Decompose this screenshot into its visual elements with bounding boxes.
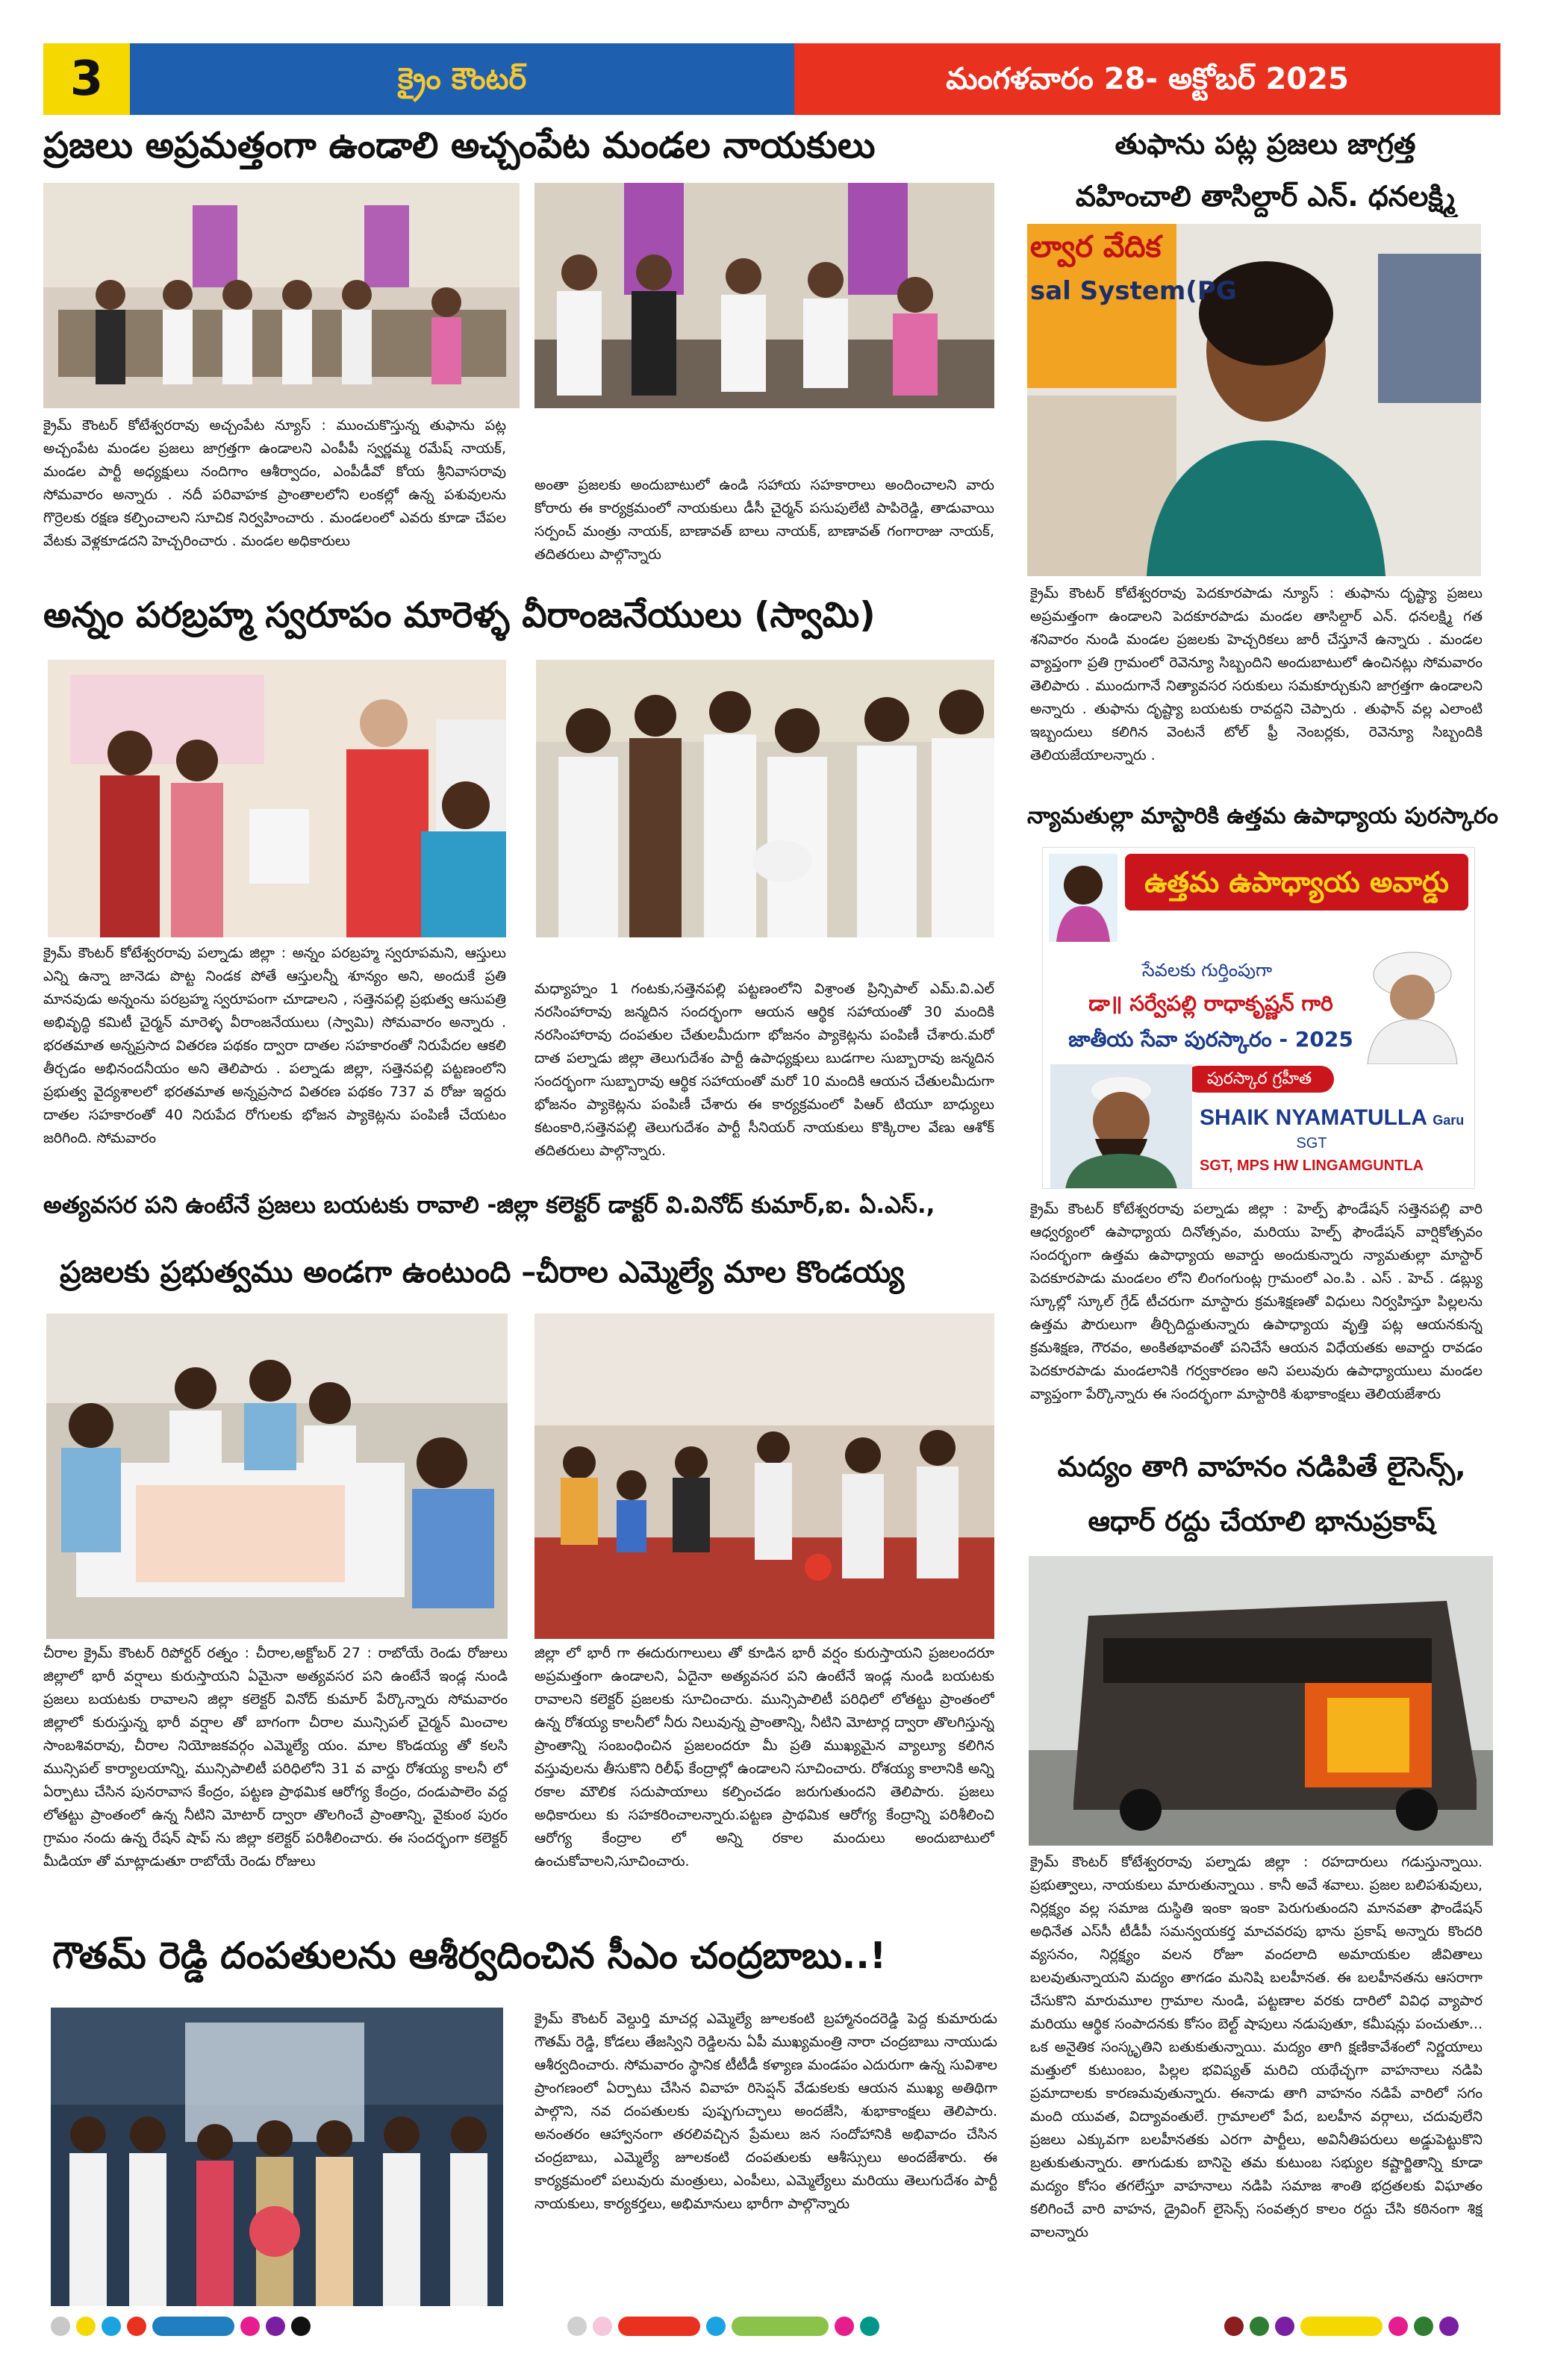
article-5-photo-left: [46, 1314, 508, 1639]
footer-color-bar-middle: [567, 2317, 879, 2336]
article-3-photo-right: [536, 660, 994, 937]
award-poster: [1042, 847, 1475, 1189]
radhakrishnan-portrait: [1356, 937, 1468, 1064]
photo-banner-text-2: sal System(PG: [1030, 276, 1237, 306]
footer-dot: [593, 2317, 612, 2336]
footer-dot: [1388, 2317, 1408, 2336]
footer-dot: [266, 2317, 285, 2336]
footer-dot: [51, 2317, 70, 2336]
footer-dot: [1439, 2317, 1459, 2336]
article-3-body-right: మధ్యాహ్నం 1 గంటకు,సత్తెనపల్లి పట్టణంలోని విశ్రాంత ప్రిన్సిపాల్ ఎమ్.వి.ఎల్ నరసింహారావు జన్మదిన సందర్భంగా ఆయన ఆర్థిక సహాయంతో 30 మందికి నరసింహారావు దంపతుల చేతులమీదుగా భోజనం ప్యాకెట్లను పంపిణీ చేశారు.మరో దాత పల్నాడు జిల్లా తెలుగుదేశం పార్టీ ఉపాధ్యక్షులు బుడగాల సుబ్బారావు జన్మదిన సందర్భంగా సుబ్బారావు ఆర్థిక సహాయంతో మరో 10 మందికి ఆయన చేతులమీదుగా భోజనం ప్యాకెట్లను పంపిణీ చేశారు ఈ కార్యక్రమంలో పిఆర్ టియూ బాధ్యులు కటంకారి,సత్తెనపల్లి తెలుగుదేశం పార్టీ సీనియర్ నాయకులు కొక్కిరాల వేణు ఆశోక్ తదితరులు పాల్గొన్నారు.: [534, 981, 994, 1159]
page-number: 3: [43, 43, 130, 115]
article-2-headline-2: వహించాలి తాసిల్దార్ ఎన్. ధనలక్ష్మి: [1075, 180, 1456, 213]
footer-color-bar-left: [51, 2317, 311, 2336]
article-6-body: క్రైమ్ కౌంటర్ కోటేశ్వరరావు పల్నాడు జిల్లా : రహదారులు గడుస్తున్నాయి. ప్రభుత్వాలు, నాయకులు మారుతున్నాయి . కానీ అవే శవాలు. ప్రజల బలిపశువులు, నిర్లక్ష్యం వల్ల సమాజ దుస్థితి ఇంకా ఇంకా పెరుగుతుందని మానవతా ఫౌండేషన్ అధినేత ఎస్‌సీ టీడీపీ సమన్వయకర్త మాచవరపు భాను ప్రకాష్ అన్నారు కొందరి వ్యసనం, నిర్లక్ష్యం వలన రోజూ వందలాది అమాయకుల జీవితాలు బలవుతున్నాయని మద్యం తాగడం మనిషి బలహీనత. ఈ బలహీనతను ఆసరాగా చేసుకొని మారుమూల గ్రామాల నుండి, పట్టణాల వరకు దారిలో వివిధ వ్యాపార మరియు ఆర్థిక సంపాదనకు కోసం బెల్ట్ షాపులు నడుపుతూ, కమీషన్లు పంచుతూ... ఒక అనైతిక సంస్కృతిని బతుకుతున్నాయి. మద్యం తాగి క్షణికావేశంలో నిర్ణయాలు మత్తులో కుటుంబం, పిల్లల భవిష్యత్ మరిచి యథేచ్ఛగా వాహనాలు నడిపి ప్రమాదాలకు కారణమవుతున్నారు. ఈనాడు తాగి వాహనం నడిపే వారిలో సగం మంది యువత, విద్యావంతులే. గ్రామాలలో పేద, బలహీన వర్గాలు, చదువులేని ప్రజలు ఎక్కువగా బలహీనతకు ఎరగా పార్టీలు, అవినీతిపరులు అడ్డుపెట్టుకొని బ్రతుకుతున్నారు. తాగుడుకు బానిసై తమ కుటుంబ సభ్యుల కష్టార్జితాన్ని కూడా మద్యం కోసం తగలేస్తూ వాహనాలు నడిపి సమాజ శాంతి భద్రతలకు విఘాతం కలిగించే వారి వాహన, డ్రైవింగ్ లైసెన్స్ సంవత్సర కాలం రద్దు చేసి కఠినంగా శిక్ష వాలన్నారు: [1030, 1854, 1483, 2240]
footer-dot: [1224, 2317, 1244, 2336]
footer-dot: [76, 2317, 96, 2336]
teacher-photo: [1050, 1064, 1192, 1189]
footer-dot: [102, 2317, 121, 2336]
footer-dot: [835, 2317, 854, 2336]
footer-dot: [1250, 2317, 1269, 2336]
article-4-body: క్రైమ్ కౌంటర్ కోటేశ్వరరావు పల్నాడు జిల్లా : హెల్ప్ ఫౌండేషన్ సత్తెనపల్లి వారి ఆధ్వర్యంలో ఉపాధ్యాయ దినోత్సవం, మరియు హెల్ప్ ఫౌండేషన్ వార్షికోత్సవం సందర్భంగా ఉత్తమ ఉపాధ్యాయ అవార్డు అందుకున్నారు న్యామతుల్లా మాస్టార్ పెదకూరపాడు మండలం లోని లింగంగుంట్ల గ్రామంలో ఎం.పి . ఎస్ . హెచ్ . డబ్ల్యు స్కూల్లో స్కూల్ గ్రేడ్ టీచరుగా మాస్టారు క్రమశిక్షణతో విధులు నిర్వహిస్తూ పిల్లలను ఉత్తమ పౌరులుగా తీర్చిదిద్దుతున్నారు ఉపాధ్యాయ వృత్తి పట్ల ఆయనకున్న క్రమశిక్షణ, గౌరవం, అంకితభావంతో పనిచేసే ఆయన విధేయతకు అవార్డు రావడం పెదకూరపాడు మండలానికి గర్వకారణం అని పలువురు ఉపాధ్యాయులు మండల వ్యాప్తంగా పేర్కొన్నారు ఈ సందర్భంగా మాస్టారికి శుభాకాంక్షలు తెలియజేశారు: [1030, 1201, 1483, 1402]
paper-name: క్రైం కౌంటర్: [130, 43, 794, 115]
footer-dot: [860, 2317, 879, 2336]
teacher-name: [1200, 1105, 1468, 1131]
award-name: డా॥ సర్వేపల్లి రాధాకృష్ణన్ గారి: [1088, 991, 1333, 1016]
article-3-headline: అన్నం పరబ్రహ్మ స్వరూపం మారెళ్ళ వీరాంజనేయులు (స్వామి): [43, 595, 876, 636]
article-7-headline: గౌతమ్ రెడ్డి దంపతులను ఆశీర్వదించిన సీఎం చంద్రబాబు..!: [52, 1934, 887, 1977]
footer-dot: [567, 2317, 587, 2336]
article-4-headline: న్యామతుల్లా మాస్టారికి ఉత్తమ ఉపాధ్యాయ పురస్కారం: [1027, 803, 1499, 829]
teacher-name-suffix: Garu: [1433, 1113, 1465, 1128]
article-2-headline: తుఫాను పట్ల ప్రజలు జాగ్రత్త: [1115, 128, 1416, 160]
award-line-1: సేవలకు గుర్తింపుగా: [1141, 960, 1273, 981]
article-5-headline: అత్యవసర పని ఉంటేనే ప్రజలు బయటకు రావాలి -జిల్లా కలెక్టర్ డాక్టర్ వి.వినోద్ కుమార్,ఐ. ఏ.ఎస్.,: [43, 1192, 935, 1219]
footer-color-bar-right: [1224, 2317, 1459, 2336]
award-line-2: జాతీయ సేవా పురస్కారం - 2025: [1068, 1027, 1353, 1052]
article-3-photo-left: [48, 660, 506, 937]
article-1-headline: ప్రజలు అప్రమత్తంగా ఉండాలి అచ్చంపేట మండల నాయకులు: [43, 125, 876, 166]
article-5-headline-2: ప్రజలకు ప్రభుత్వము అండగా ఉంటుంది –చీరాల ఎమ్మెల్యే మాల కొండయ్య: [60, 1255, 905, 1290]
footer-dot: [1414, 2317, 1433, 2336]
article-5-body-right: జిల్లా లో భారీ గా ఈదురుగాలులు తో కూడిన భారీ వర్షం కురుస్తాయని ప్రజలందరూ అప్రమత్తంగా ఉండాలని, ఏదైనా అత్యవసర పని ఉంటేనే ఇండ్ల నుండి బయటకు రావాలని కలెక్టర్ ప్రజలకు సూచించారు. మున్సిపాలిటీ పరిధిలో లోతట్టు ప్రాంతంలో ఉన్న రోశయ్య కాలనీలో నీరు నిలువున్న ప్రాంతాన్ని, నీటిని మోటార్ల ద్వారా తొలగిస్తున్న ప్రాంతాన్ని సంబంధించిన ప్రజలందరూ మీ ప్రతి ముఖ్యమైన వ్యాల్యూ కలిగిన వస్తువులను తీసుకొని రిలీఫ్ కేంద్రాల్లో ఉండాలని సూచించారు. రోశయ్య కాలానికి అన్ని రకాల మౌలిక సదుపాయాలు కల్పించడం జరుగుతుందని తెలిపారు. ప్రజలు అధికారులు కు సహకరించాలన్నారు.పట్టణ ప్రాథమిక ఆరోగ్య కేంద్రాన్ని పరిశీలించి ఆరోగ్య కేంద్రాల లో అన్ని రకాల మందులు అందుబాటులో ఉంచుకోవాలని,సూచించారు.: [534, 1645, 994, 1870]
article-3-body-left: క్రైమ్ కౌంటర్ కోటేశ్వరరావు పల్నాడు జిల్లా : అన్నం పరబ్రహ్మ స్వరూపమని, ఆస్తులు ఎన్ని ఉన్నా జానెడు పొట్ట నిండక పోతే ఆస్తులన్నీ శూన్యం అని, అందుకే ప్రతి మానవుడు అన్నంను పరబ్రహ్మ స్వరూపంగా చూడాలని , సత్తెనపల్లి ప్రభుత్వ ఆసుపత్రి అభివృద్ధి కమిటీ చైర్మన్ మారెళ్ళ వీరాంజనేయులు (స్వామి) సోమవారం అన్నారు . భరతమాత అన్నప్రసాద వితరణ పథకం ద్వారా దాతల సహకారంతో నిరుపేదల ఆకలి తీర్చడం అభినందనీయం అని తెలిపారు . పల్నాడు జిల్లా, సత్తెనపల్లి పట్టణంలోని ప్రభుత్వ వైద్యశాలలో భరతమాత అన్నప్రసాద వితరణ పథకం 737 వ రోజు ఇద్దరు దాతల సహకారంతో 40 నిరుపేద రోగులకు భోజన ప్యాకెట్లను పంపిణీ చేయటం జరిగింది. సోమవారం: [43, 945, 506, 1146]
photo-banner-text: ల్వార వేదిక: [1030, 230, 1162, 264]
award-small-portrait: [1049, 854, 1117, 942]
footer-dot: [706, 2317, 726, 2336]
footer-dot: [291, 2317, 311, 2336]
teacher-school: SGT, MPS HW LINGAMGUNTLA: [1200, 1158, 1424, 1174]
footer-pill: [152, 2317, 234, 2336]
article-5-body-left: చీరాల క్రైమ్ కౌంటర్ రిపోర్టర్ రత్నం : చీరాల,అక్టోబర్ 27 : రాబోయే రెండు రోజులు జిల్లాలో భారీ వర్షాలు కురుస్తాయని ఏమైనా అత్యవసర పని ఉంటేనే ఇండ్ల నుండి ప్రజలు బయటకు రావాలని జిల్లా కలెక్టర్ వినోద్ కుమార్ పేర్కొన్నారు సోమవారం జిల్లాలో కురుస్తున్న భారీ వర్షాల తో బాగంగా చీరాల మున్సిపల్ చైర్మన్ మించాల సాంబశివరావు, చీరాల నియోజకవర్గం ఎమ్మెల్యే యం. మాల కొండయ్య తో కలసి మున్సిపల్ కార్యాలయాన్ని, మున్సిపాలిటీ పరిధిలోని 31 వ వార్డు రోశయ్య కాలనీ లో ఏర్పాటు చేసిన పునరావాస కేంద్రం, పట్టణ ప్రాథమిక ఆరోగ్య కేంద్రం, దండుపాలెం వద్ద లోతట్టు ప్రాంతంలో ఉన్న నీటిని మోటార్ ద్వారా తొలగించే ప్రాంతాన్ని, వైకుంఠ పురం గ్రామం నందు ఉన్న రేషన్ షాప్ ను జిల్లా కలెక్టర్ పరిశీలించారు. ఈ సందర్భంగా కలెక్టర్ మీడియా తో మాట్లాడుతూ రాబోయే రెండు రోజులు: [43, 1645, 508, 1870]
teacher-name-text: SHAIK NYAMATULLA: [1200, 1105, 1427, 1130]
article-6-headline-2: ఆధార్ రద్దు చేయాలి భానుప్రకాష్: [1088, 1505, 1436, 1537]
article-1-body-left: క్రైమ్ కౌంటర్ కోటేశ్వరరావు అచ్చంపేట న్యూస్ : ముంచుకొస్తున్న తుఫాను పట్ల అచ్చంపేట మండల ప్రజలు జాగ్రత్తగా ఉండాలని ఎంపీపీ స్వర్ణమ్మ రమేష్ నాయక్, మండల పార్టీ అధ్యక్షులు నందిగాం ఆశీర్వాదం, ఎంపీడీవో కోయ శ్రీనివాసరావు సోమవారం అన్నారు . నదీ పరివాహక ప్రాంతాలలోని లంకల్లో ఉన్న పశువులను గొర్రెలకు రక్షణ కల్పించాలని సూచిక నిర్వహించారు . మండలంలో ఎవరు కూడా చేపల వేటకు వెళ్లకూడదని హెచ్చరించారు . మండల అధికారులు: [43, 417, 506, 549]
article-1-photo-left: [43, 183, 520, 408]
article-6-headline: మద్యం తాగి వాహనం నడిపితే లైసెన్స్,: [1057, 1451, 1466, 1483]
article-1-photo-right: [534, 183, 994, 408]
footer-pill: [732, 2317, 829, 2336]
teacher-role: SGT: [1296, 1135, 1327, 1152]
award-title: ఉత్తమ ఉపాధ్యాయ అవార్డు: [1125, 854, 1468, 911]
footer-pill: [1300, 2317, 1383, 2336]
issue-date: మంగళవారం 28- అక్టోబర్ 2025: [794, 43, 1500, 115]
footer-dot: [127, 2317, 146, 2336]
footer-pill: [618, 2317, 700, 2336]
article-7-photo: [51, 2008, 503, 2306]
article-2-photo: [1027, 224, 1481, 576]
article-6-photo: [1029, 1556, 1493, 1846]
article-5-photo-right: [534, 1314, 994, 1639]
article-2-body: క్రైమ్ కౌంటర్ కోటేశ్వరరావు పెదకూరపాడు న్యూస్ : తుఫాను దృష్ట్యా ప్రజలు అప్రమత్తంగా ఉండాలని పెదకూరపాడు మండల తాసిల్దార్ ఎన్. ధనలక్ష్మి గత శనివారం నుండి మండల ప్రజలకు హెచ్చరికలు జారీ చేస్తూనే ఉన్నారు . మండల వ్యాప్తంగా ప్రతి గ్రామంలో రెవెన్యూ సిబ్బందిని అందుబాటులో ఉంచినట్లు సోమవారం తెలిపారు . ముందుగానే నిత్యావసర సరుకులు సమకూర్చుకుని జాగ్రత్తగా ఉండాలని అన్నారు . తుఫాను దృష్ట్యా బయటకు రావద్దని చెప్పారు . తుఫాన్ వల్ల ఎలాంటి ఇబ్బందులు కలిగిన వెంటనే టోల్ ఫ్రీ నెంబర్లకు, రెవెన్యూ సిబ్బందికి తెలియజేయాలన్నారు .: [1030, 585, 1483, 763]
footer-dot: [240, 2317, 260, 2336]
award-line-3: పురస్కార గ్రహీత: [1185, 1066, 1334, 1093]
article-7-body: క్రైమ్ కౌంటర్ వెల్దుర్తి మాచర్ల ఎమ్మెల్యే జూలకంటి బ్రహ్మానందరెడ్డి పెద్ద కుమారుడు గౌతమ్ రెడ్డి, కోడలు తేజస్విని రెడ్డిలను ఏపీ ముఖ్యమంత్రి నారా చంద్రబాబు నాయుడు ఆశీర్వదించారు. సోమవారం స్థానిక టీటీడీ కళ్యాణ మండపం ఎదురుగా ఉన్న సువిశాల ప్రాంగణంలో ఏర్పాటు చేసిన వివాహ రిసెప్షన్ వేడుకలకు ఆయన ముఖ్య అతిథిగా పాల్గొని, నవ దంపతులకు పుష్పగుచ్ఛాలు అందజేసి, శుభాకాంక్షలు తెలిపారు. అనంతరం ఆహ్వానంగా తరలివచ్చిన ప్రేమలు జన సందోహానికి అభివాదం చేసిన చంద్రబాబు, ఎమ్మెల్యే జూలకంటి దంపతులకు ఆశీస్సులు అందజేశారు. ఈ కార్యక్రమంలో పలువురు మంత్రులు, ఎంపీలు, ఎమ్మెల్యేలు మరియు తెలుగుదేశం పార్టీ నాయకులు, కార్యకర్తలు, అభిమానులు భారీగా పాల్గొన్నారు: [534, 2011, 997, 2212]
article-1-body-right: అంతా ప్రజలకు అందుబాటులో ఉండి సహాయ సహకారాలు అందించాలని వారు కోరారు ఈ కార్యక్రమంలో నాయకులు డీసీ చైర్మన్ పసుపులేటి పాపిరెడ్డి, తాడువాయి సర్పంచ్ మంత్రు నాయక్, బాణావత్ బాలు నాయక్, బాణావత్ గంగారాజు నాయక్, తదితరులు పాల్గొన్నారు: [534, 477, 994, 563]
footer-dot: [1275, 2317, 1294, 2336]
